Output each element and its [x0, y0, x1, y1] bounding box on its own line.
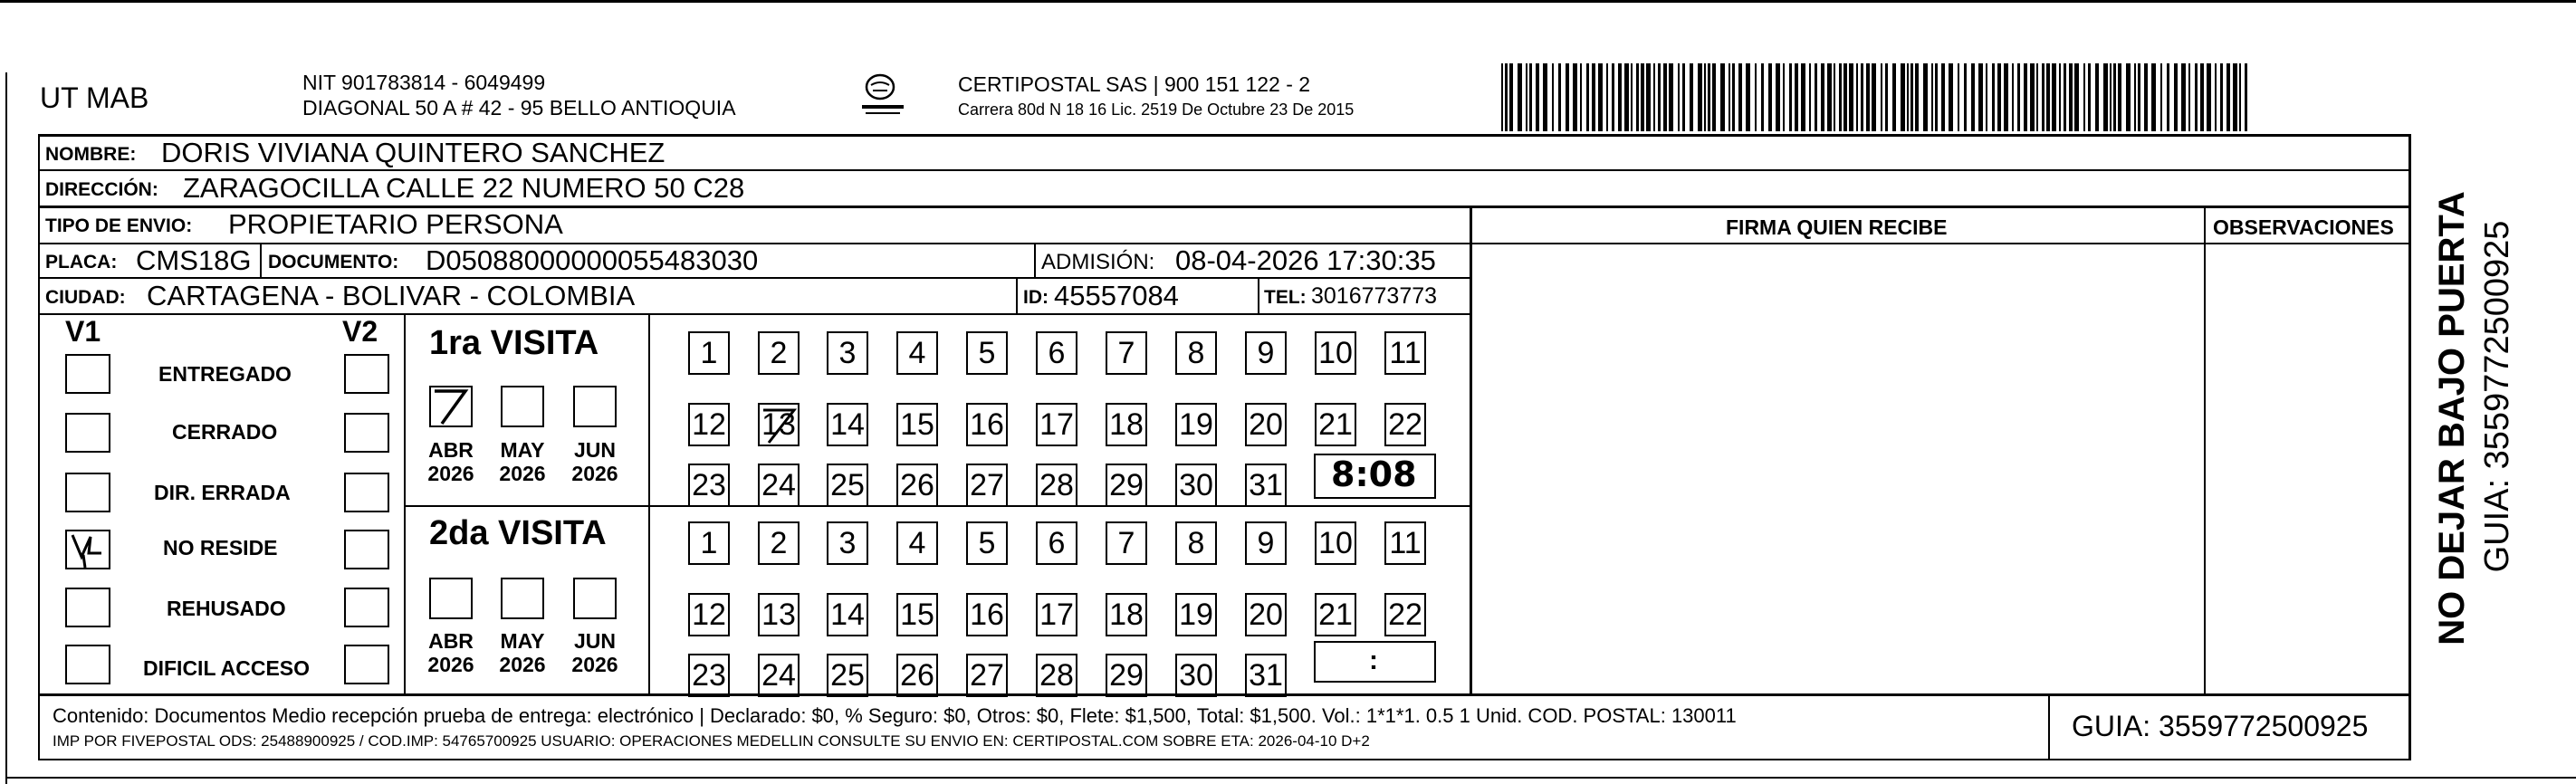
h-line-5: [38, 277, 1470, 279]
visit2-day-27[interactable]: 27: [966, 654, 1008, 697]
placa-value: CMS18G: [136, 244, 252, 276]
visit2-month-jun-checkbox[interactable]: [573, 578, 617, 619]
visit2-day-31[interactable]: 31: [1245, 654, 1287, 697]
documento-label: DOCUMENTO:: [268, 252, 399, 272]
visit2-day-20[interactable]: 20: [1245, 593, 1287, 636]
visit1-day-30[interactable]: 30: [1175, 464, 1217, 507]
visit1-day-19[interactable]: 19: [1175, 403, 1217, 446]
visit2-day-4[interactable]: 4: [896, 521, 938, 565]
h-line-7: [38, 693, 2410, 696]
visit1-day-26[interactable]: 26: [896, 464, 938, 507]
visit1-day-16[interactable]: 16: [966, 403, 1008, 446]
visit2-day-22[interactable]: 22: [1384, 593, 1426, 636]
id-label: ID:: [1023, 287, 1049, 308]
visit2-day-1[interactable]: 1: [688, 521, 730, 565]
nombre-label: NOMBRE:: [45, 144, 137, 165]
visit2-day-19[interactable]: 19: [1175, 593, 1217, 636]
visit2-day-16[interactable]: 16: [966, 593, 1008, 636]
visit2-day-29[interactable]: 29: [1106, 654, 1147, 697]
sender-name: UT MAB: [40, 81, 149, 114]
h-line-firma: [1470, 243, 2410, 244]
visit2-day-23[interactable]: 23: [688, 654, 730, 697]
tel-label: TEL:: [1264, 287, 1307, 308]
visit2-month-abr-checkbox[interactable]: [429, 578, 473, 619]
visit1-day-9[interactable]: 9: [1245, 331, 1287, 375]
v-line-placa: [260, 243, 262, 277]
h-line-2: [38, 169, 2410, 171]
certipostal-logo: [858, 71, 918, 121]
visit2-day-13[interactable]: 13: [758, 593, 800, 636]
v2-no-reside-checkbox[interactable]: [344, 530, 389, 569]
visit1-month-jun: JUN 2026: [571, 438, 618, 486]
visit2-day-25[interactable]: 25: [827, 654, 868, 697]
v2-dir-errada-checkbox[interactable]: [344, 473, 389, 512]
visit1-day-17[interactable]: 17: [1036, 403, 1077, 446]
firma-header: FIRMA QUIEN RECIBE: [1726, 215, 1948, 239]
visit2-day-21[interactable]: 21: [1315, 593, 1356, 636]
v2-rehusado-checkbox[interactable]: [344, 588, 389, 627]
visit1-day-23[interactable]: 23: [688, 464, 730, 507]
v1-rehusado-checkbox[interactable]: [65, 588, 110, 627]
visit1-day-24[interactable]: 24: [758, 464, 800, 507]
company-address: Carrera 80d N 18 16 Lic. 2519 De Octubre 23 De 2015: [958, 100, 1355, 119]
top-border: [0, 0, 2576, 3]
visit1-day-18[interactable]: 18: [1106, 403, 1147, 446]
visit2-title: 2da VISITA: [429, 514, 607, 552]
documento-value: D05088000000055483030: [426, 244, 759, 276]
v2-entregado-checkbox[interactable]: [344, 354, 389, 394]
visit1-day-4[interactable]: 4: [896, 331, 938, 375]
visit1-day-22[interactable]: 22: [1384, 403, 1426, 446]
status-entregado: ENTREGADO: [158, 362, 292, 386]
sender-address: DIAGONAL 50 A # 42 - 95 BELLO ANTIOQUIA: [302, 96, 736, 120]
handwritten-seven-icon: [429, 386, 473, 427]
v-line-guia: [2048, 695, 2050, 760]
h-line-8: [38, 759, 2410, 760]
status-dir-errada: DIR. ERRADA: [154, 481, 291, 504]
visit1-day-28[interactable]: 28: [1036, 464, 1077, 507]
v1-no-reside-checkbox[interactable]: [65, 530, 110, 569]
visit1-day-11[interactable]: 11: [1384, 331, 1426, 375]
visit2-day-6[interactable]: 6: [1036, 521, 1077, 565]
visit1-title: 1ra VISITA: [429, 324, 599, 362]
visit1-day-25[interactable]: 25: [827, 464, 868, 507]
visit1-month-may: MAY 2026: [499, 438, 546, 486]
visit2-month-abr: ABR 2026: [427, 629, 474, 677]
visit2-day-5[interactable]: 5: [966, 521, 1008, 565]
sender-nit: NIT 901783814 - 6049499: [302, 71, 546, 94]
left-border: [5, 72, 7, 784]
v1-dificil-acceso-checkbox[interactable]: [65, 645, 110, 684]
footer-contenido: Contenido: Documentos Medio recepción prueba de entrega: electrónico | Declarado: $0, % Seguro: $0, Otros: $0, Flete: $1,500, Total: $1,500. Vol.: 1*1*1. 0.5 1 Unid. COD. POSTAL: 130011: [53, 704, 1737, 727]
visit1-day-12[interactable]: 12: [688, 403, 730, 446]
visit1-day-13[interactable]: 13: [758, 403, 800, 446]
visit1-day-31[interactable]: 31: [1245, 464, 1287, 507]
visit1-month-abr-checkbox[interactable]: [429, 386, 473, 427]
visit2-day-2[interactable]: 2: [758, 521, 800, 565]
visit1-day-20[interactable]: 20: [1245, 403, 1287, 446]
admision-value: 08-04-2026 17:30:35: [1175, 244, 1436, 276]
visit2-day-24[interactable]: 24: [758, 654, 800, 697]
v-line-id: [1016, 277, 1018, 313]
visit2-day-17[interactable]: 17: [1036, 593, 1077, 636]
direccion-label: DIRECCIÓN:: [45, 179, 158, 200]
visit1-day-14[interactable]: 14: [827, 403, 868, 446]
visit2-day-10[interactable]: 10: [1315, 521, 1356, 565]
tipo-envio-value: PROPIETARIO PERSONA: [228, 208, 563, 240]
visit1-month-jun-checkbox[interactable]: [573, 386, 617, 427]
barcode: [1501, 63, 2253, 131]
visit1-day-1[interactable]: 1: [688, 331, 730, 375]
handwritten-mark-icon: [65, 530, 110, 569]
tel-value: 3016773773: [1311, 283, 1438, 309]
footer-guia: GUIA: 3559772500925: [2072, 710, 2369, 742]
visit1-day-5[interactable]: 5: [966, 331, 1008, 375]
visit1-day-21[interactable]: 21: [1315, 403, 1356, 446]
footer-imp: IMP POR FIVEPOSTAL ODS: 25488900925 / COD.IMP: 54765700925 USUARIO: OPERACIONES MEDELLIN CONSULTE SU ENVIO EN: CERTIPOSTAL.COM SOBRE ETA: 2026-04-10 D+2: [53, 732, 1370, 750]
side-guia: GUIA: 3559772500925: [2478, 220, 2516, 573]
visit1-day-8[interactable]: 8: [1175, 331, 1217, 375]
handwritten-mark-icon: [758, 403, 800, 446]
visit1-day-29[interactable]: 29: [1106, 464, 1147, 507]
v-line-admision: [1034, 243, 1036, 277]
v-line-obs: [2204, 206, 2206, 695]
visit1-month-abr: ABR 2026: [427, 438, 474, 486]
visit2-day-28[interactable]: 28: [1036, 654, 1077, 697]
nombre-value: DORIS VIVIANA QUINTERO SANCHEZ: [161, 137, 666, 168]
v-line-left: [38, 134, 40, 760]
ciudad-value: CARTAGENA - BOLIVAR - COLOMBIA: [147, 280, 636, 311]
visit2-month-may-checkbox[interactable]: [501, 578, 544, 619]
visit2-day-7[interactable]: 7: [1106, 521, 1147, 565]
visit2-day-9[interactable]: 9: [1245, 521, 1287, 565]
v1-dir-errada-checkbox[interactable]: [65, 473, 110, 512]
bottom-border: [5, 777, 2576, 779]
visit2-time: :: [1369, 645, 1378, 675]
visit2-month-jun: JUN 2026: [571, 629, 618, 677]
visit2-month-may: MAY 2026: [499, 629, 546, 677]
v-line-tel: [1258, 277, 1259, 313]
visit1-day-2[interactable]: 2: [758, 331, 800, 375]
v-line-visit: [648, 313, 650, 693]
visit2-day-8[interactable]: 8: [1175, 521, 1217, 565]
placa-label: PLACA:: [45, 252, 118, 272]
side-warning: NO DEJAR BAJO PUERTA: [2432, 191, 2472, 645]
visit2-day-14[interactable]: 14: [827, 593, 868, 636]
visit1-day-3[interactable]: 3: [827, 331, 868, 375]
visit1-day-10[interactable]: 10: [1315, 331, 1356, 375]
ciudad-label: CIUDAD:: [45, 287, 126, 308]
visit2-day-3[interactable]: 3: [827, 521, 868, 565]
admision-label: ADMISIÓN:: [1041, 250, 1155, 274]
visit1-month-may-checkbox[interactable]: [501, 386, 544, 427]
observaciones-header: OBSERVACIONES: [2213, 215, 2394, 239]
visit1-day-27[interactable]: 27: [966, 464, 1008, 507]
company-name: CERTIPOSTAL SAS | 900 151 122 - 2: [958, 72, 1311, 96]
v1-entregado-checkbox[interactable]: [65, 354, 110, 394]
visit2-day-18[interactable]: 18: [1106, 593, 1147, 636]
id-value: 45557084: [1054, 280, 1179, 311]
v2-cerrado-checkbox[interactable]: [344, 413, 389, 453]
v-line-status: [404, 313, 406, 693]
status-cerrado: CERRADO: [172, 420, 278, 444]
h-line-6: [38, 313, 1470, 315]
v2-label: V2: [342, 315, 378, 348]
visit1-day-15[interactable]: 15: [896, 403, 938, 446]
v1-label: V1: [65, 315, 101, 348]
visit1-time: 8:08: [1331, 454, 1417, 494]
visit2-day-30[interactable]: 30: [1175, 654, 1217, 697]
visit2-day-26[interactable]: 26: [896, 654, 938, 697]
visit2-day-12[interactable]: 12: [688, 593, 730, 636]
status-dificil-acceso: DIFICIL ACCESO: [143, 656, 311, 680]
status-rehusado: REHUSADO: [167, 597, 286, 620]
v-line-firma: [1470, 206, 1472, 695]
v1-cerrado-checkbox[interactable]: [65, 413, 110, 453]
status-no-reside: NO RESIDE: [163, 536, 278, 559]
v2-dificil-acceso-checkbox[interactable]: [344, 645, 389, 684]
v-line-right: [2408, 134, 2411, 760]
visit2-day-15[interactable]: 15: [896, 593, 938, 636]
direccion-value: ZARAGOCILLA CALLE 22 NUMERO 50 C28: [183, 172, 745, 204]
visit2-day-11[interactable]: 11: [1384, 521, 1426, 565]
visit1-day-6[interactable]: 6: [1036, 331, 1077, 375]
tipo-envio-label: TIPO DE ENVIO:: [45, 215, 193, 236]
visit1-day-7[interactable]: 7: [1106, 331, 1147, 375]
